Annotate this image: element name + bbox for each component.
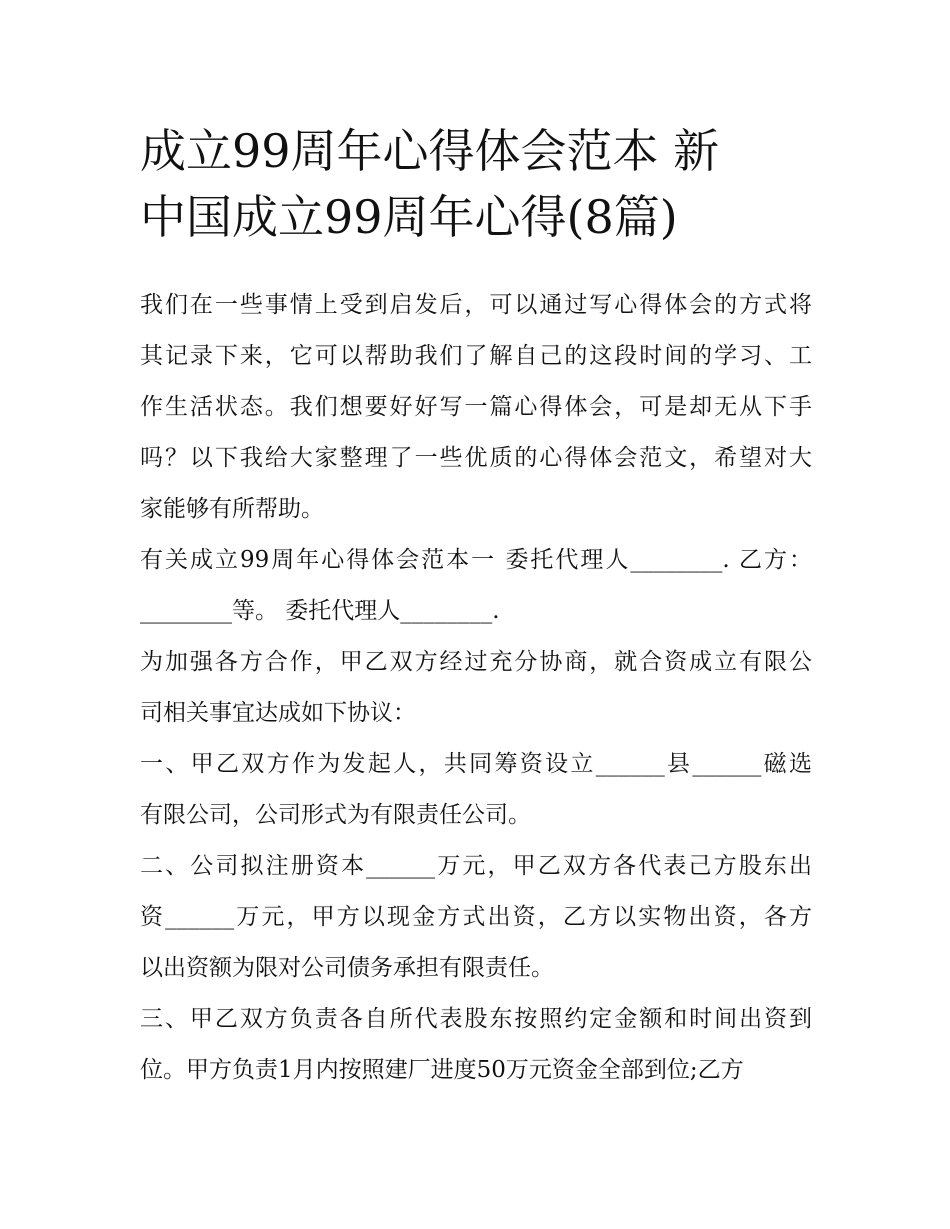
body-line: 以出资额为限对公司债务承担有限责任。	[140, 955, 554, 981]
body-line: 吗？以下我给大家整理了一些优质的心得体会范文，希望对大	[140, 445, 812, 471]
title-line: 成立99周年心得体会范本 新	[140, 124, 720, 178]
document-body	[140, 280, 812, 1096]
body-line: 家能够有所帮助。	[140, 496, 324, 522]
body-line: ________等。 委托代理人________.	[140, 598, 500, 624]
body-line: 一、甲乙双方作为发起人，共同筹资设立______县______磁选	[140, 751, 812, 777]
body-line: 三、甲乙双方负责各自所代表股东按照约定金额和时间出资到	[140, 1006, 812, 1032]
body-line: 有限公司，公司形式为有限责任公司。	[140, 802, 531, 828]
body-line: 二、公司拟注册资本______万元，甲乙双方各代表己方股东出	[140, 853, 812, 879]
title-line: 中国成立99周年心得(8篇)	[140, 190, 678, 244]
document-title	[140, 118, 830, 250]
body-line: 其记录下来，它可以帮助我们了解自己的这段时间的学习、工	[140, 343, 812, 369]
body-line: 有关成立99周年心得体会范本一 委托代理人________. 乙方：	[140, 547, 812, 573]
body-line: 作生活状态。我们想要好好写一篇心得体会，可是却无从下手	[140, 394, 812, 420]
body-line: 我们在一些事情上受到启发后，可以通过写心得体会的方式将	[140, 292, 812, 318]
body-line: 位。甲方负责1月内按照建厂进度50万元资金全部到位;乙方	[140, 1057, 744, 1083]
body-line: 资______万元，甲方以现金方式出资，乙方以实物出资，各方	[140, 904, 812, 930]
body-line: 为加强各方合作，甲乙双方经过充分协商，就合资成立有限公	[140, 649, 812, 675]
body-line: 司相关事宜达成如下协议：	[140, 700, 416, 726]
